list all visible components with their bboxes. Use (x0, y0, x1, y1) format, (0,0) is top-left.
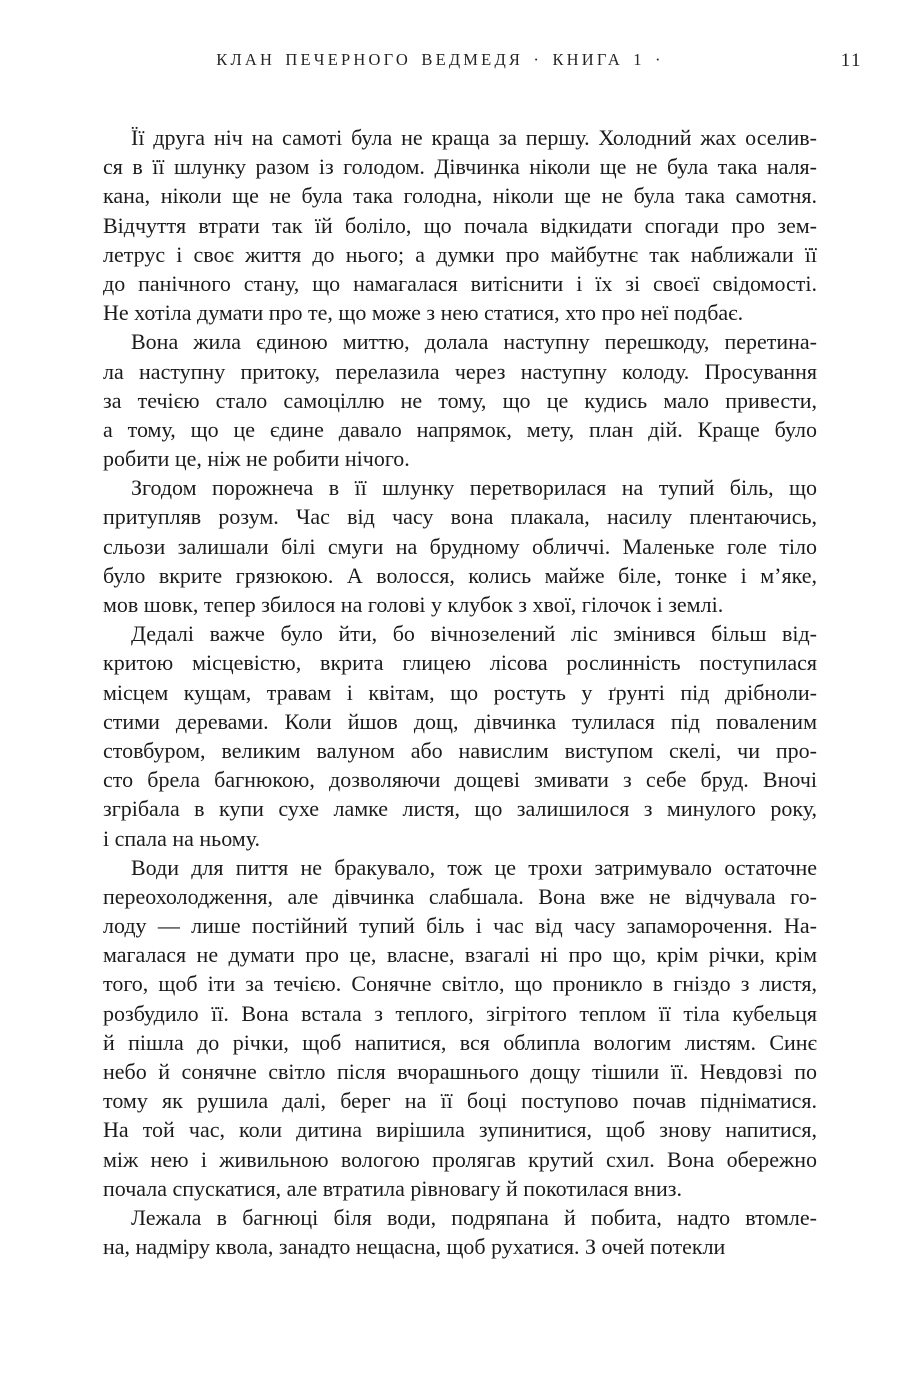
text-line: Її друга ніч на самоті була не краща за першу. Холодний жах оселив- (131, 125, 817, 150)
text-line: робити це, ніж не робити нічого. (103, 446, 410, 472)
text-line: почала спускатися, але втратила рівновагу й покотилася вниз. (103, 1175, 682, 1201)
text-line: того, щоб іти за течією. Сонячне світло, що проникло в гніздо з листя, (103, 971, 817, 997)
text-line: сто брела багнюкою, дозволяючи дощеві змивати з себе бруд. Вночі (103, 767, 817, 793)
text-line: лоду — лише постійний тупий біль і час від часу запаморочення. На- (103, 913, 817, 939)
text-line: летрус і своє життя до нього; а думки про майбутнє так наближали її (103, 241, 817, 267)
text-line: на, надміру квола, занадто нещасна, щоб рухатися. З очей потекли (103, 1234, 726, 1260)
text-line: мов шовк, тепер збилося на голові у клубок з хвої, гілочок і землі. (103, 592, 724, 617)
text-line: сльози залишали білі смуги на брудному обличчі. Маленьке голе тіло (103, 533, 817, 559)
paragraph (103, 473, 817, 619)
text-line: На той час, коли дитина вирішила зупинитися, щоб знову напитися, (103, 1117, 817, 1143)
paragraph (103, 327, 817, 473)
text-line: стовбуром, великим валуном або навислим виступом скелі, чи про- (103, 737, 817, 763)
text-line: згрібала в купи сухе ламке листя, що залишилося з минулого року, (103, 796, 817, 822)
text-line: за течією стало самоціллю не тому, що це кудись мало привести, (103, 387, 817, 413)
text-line: і спала на ньому. (103, 825, 260, 851)
text-line: стими деревами. Коли йшов дощ, дівчинка тулилася під поваленим (103, 708, 817, 734)
text-line: Відчуття втрати так їй боліло, що почала відкидати спогади про зем- (103, 212, 817, 238)
running-title: КЛАН ПЕЧЕРНОГО ВЕДМЕДЯ · КНИГА 1 · (216, 50, 664, 69)
text-line: Згодом порожнеча в її шлунку перетворилася на тупий біль, що (131, 475, 817, 501)
text-line: Води для пиття не бракувало, тож це трохи затримувало остаточне (131, 854, 817, 880)
text-line: до панічного стану, що намагалася витіснити і їх зі своєї свідомості. (103, 270, 817, 296)
text-line: було вкрите грязюкою. А волосся, колись майже біле, тонке і м’яке, (103, 562, 817, 588)
text-line: а тому, що це єдине давало напрямок, мету, план дій. Краще було (103, 416, 817, 442)
paragraph (103, 853, 817, 1203)
text-line: й пішла до річки, щоб напитися, вся облипла вологим листям. Синє (103, 1029, 817, 1055)
text-line: Не хотіла думати про те, що може з нею статися, хто про неї подбає. (103, 300, 744, 326)
text-line: місцем кущам, травам і квітам, що ростуть у ґрунті під дрібноли- (103, 679, 817, 705)
text-line: ла наступну притоку, перелазила через наступну колоду. Просування (103, 358, 817, 384)
paragraph (103, 123, 817, 327)
text-line: Лежала в багнюці біля води, подряпана й побита, надто втомле- (131, 1204, 817, 1230)
page-body (103, 123, 817, 1261)
text-line: Вона жила єдиною миттю, долала наступну перешкоду, перетина- (131, 329, 817, 355)
text-line: притупляв розум. Час від часу вона плакала, насилу плентаючись, (103, 504, 817, 530)
paragraph (103, 1203, 817, 1261)
paragraph (103, 619, 817, 853)
text-line: магалася не думати про це, власне, взагалі ні про що, крім річки, крім (103, 942, 817, 968)
text-line: ся в її шлунку разом із голодом. Дівчинка ніколи ще не була така наля- (103, 154, 817, 180)
text-line: критою місцевістю, вкрита глицею лісова рослинність поступилася (103, 650, 817, 676)
text-line: кана, ніколи ще не була така голодна, ніколи ще не була така самотня. (103, 183, 817, 209)
text-line: небо й сонячне світло після вчорашнього дощу тішили її. Невдовзі по (103, 1059, 817, 1084)
text-line: розбудило її. Вона встала з теплого, зігрітого теплом її тіла кубельця (103, 1000, 817, 1026)
text-line: переохолодження, але дівчинка слабшала. Вона вже не відчувала го- (103, 883, 817, 909)
text-line: Дедалі важче було йти, бо вічнозелений ліс змінився більш від- (131, 621, 817, 647)
text-line: тому як рушила далі, берег на її боці поступово почав підніматися. (103, 1088, 817, 1114)
page-header (103, 50, 817, 74)
text-line: між нею і живильною вологою пролягав крутий схил. Вона обережно (103, 1146, 817, 1172)
page-number: 11 (840, 50, 862, 71)
